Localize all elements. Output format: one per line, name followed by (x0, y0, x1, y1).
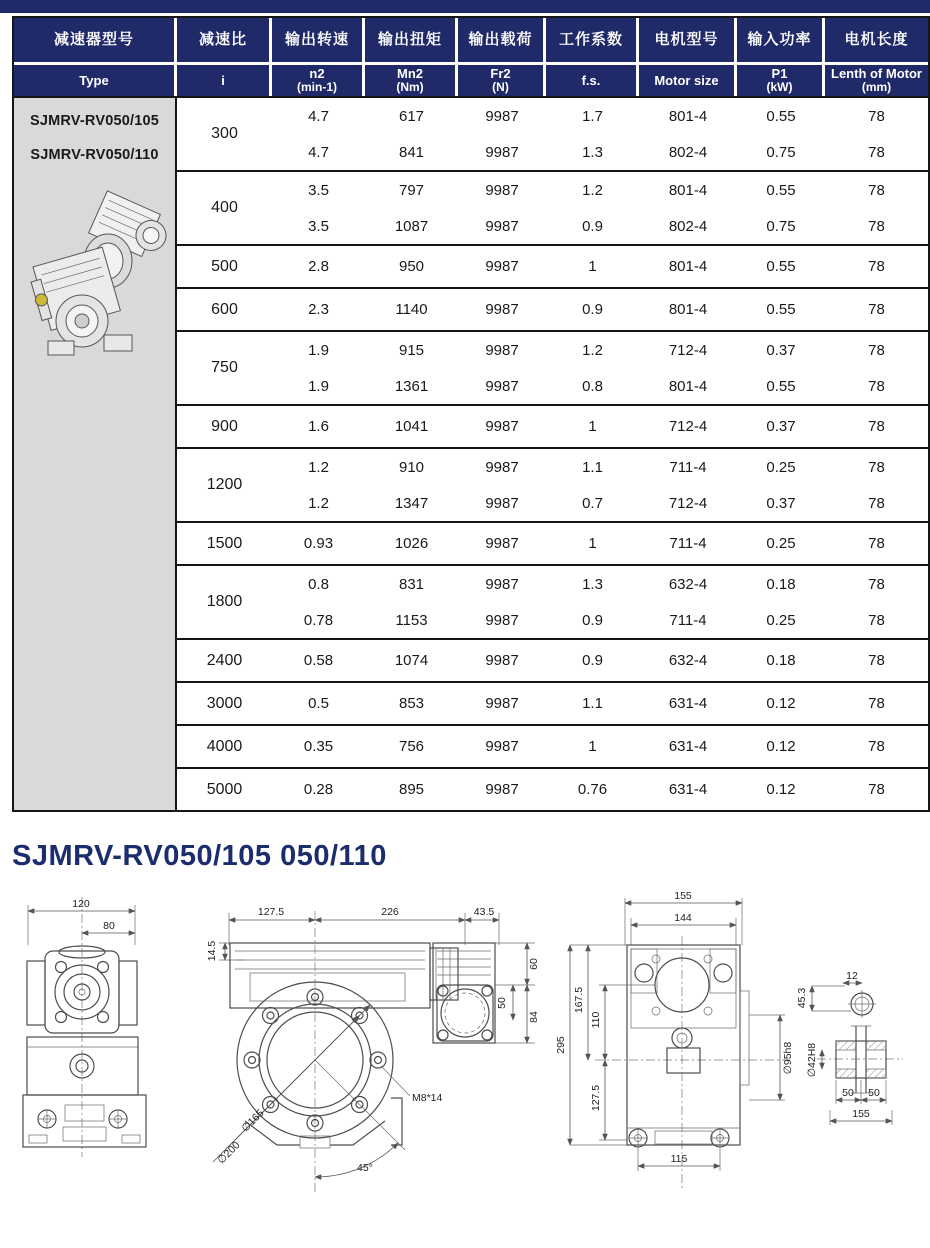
cell-p1: 0.55 (766, 181, 796, 199)
table-row (272, 246, 928, 287)
back-view-drawing (555, 888, 930, 1247)
cell-fr2: 9987 (485, 217, 519, 235)
cell-mn2: 853 (398, 695, 425, 712)
dim-label-dia200: ∅200 (215, 1139, 243, 1167)
ratio-rows (272, 683, 928, 724)
header-en-3 (365, 65, 455, 96)
cell-n2: 3.5 (308, 217, 329, 235)
header-en-1 (177, 65, 269, 96)
header-cn-4: 输出载荷 (458, 18, 543, 62)
ratio-group-4000 (177, 726, 928, 769)
cell-fr2: 9987 (485, 341, 519, 359)
cell-n2: 0.78 (303, 611, 334, 629)
ratio-group-5000 (177, 769, 928, 810)
cell-n2: 3.5 (308, 181, 329, 199)
dim-label-127-5b: 127.5 (590, 1084, 602, 1112)
dim-label-167-5: 167.5 (573, 986, 585, 1014)
table-row (272, 134, 928, 170)
cell-p1: 0.75 (766, 217, 796, 235)
ratio-rows (272, 98, 928, 170)
dim-label-84: 84 (528, 1011, 540, 1023)
cell-mn2: 1361 (394, 377, 429, 395)
cell-motor: 801-4 (668, 377, 708, 395)
cell-n2: 4.7 (308, 143, 329, 161)
cell-mn2: 1087 (394, 217, 429, 235)
dim-label-127-5: 127.5 (257, 906, 285, 918)
header-cn-5: 工作系数 (546, 18, 636, 62)
cell-fs: 1 (588, 535, 597, 552)
cell-p1: 0.25 (766, 535, 796, 552)
cell-len: 78 (868, 301, 885, 318)
header-cn-8: 电机长度 (825, 18, 928, 62)
header-en-main-1: i (221, 72, 225, 88)
cell-n2: 1.2 (308, 458, 329, 476)
cell-motor: 712-4 (668, 494, 708, 512)
ratio-group-1500 (177, 523, 928, 566)
cell-n2: 1.2 (308, 494, 329, 512)
cell-p1: 0.37 (766, 341, 796, 359)
ratio-rows (272, 566, 928, 638)
header-en-5 (546, 65, 636, 96)
header-en-sub-2: (min-1) (297, 80, 337, 95)
table-row (272, 485, 928, 521)
ratio-value: 1800 (206, 593, 243, 610)
header-en-sub-3: (Nm) (396, 80, 424, 95)
ratio-rows (272, 172, 928, 244)
table-row (272, 566, 928, 602)
cell-len: 78 (868, 217, 885, 235)
cell-p1: 0.55 (766, 107, 796, 125)
dim-label-120: 120 (72, 898, 90, 910)
cell-len: 78 (868, 535, 885, 552)
cell-n2: 0.93 (303, 535, 334, 552)
ratio-rows (272, 449, 928, 521)
cell-fr2: 9987 (485, 575, 519, 593)
ratio-rows (272, 332, 928, 404)
dim-label-dia95: ∅95h8 (782, 1041, 794, 1075)
header-cn-3: 输出扭矩 (365, 18, 455, 62)
cell-mn2: 1074 (394, 652, 429, 669)
cell-mn2: 797 (398, 181, 425, 199)
cell-motor: 801-4 (668, 107, 708, 125)
dim-label-295: 295 (555, 1036, 567, 1054)
cell-p1: 0.25 (766, 611, 796, 629)
cell-mn2: 1026 (394, 535, 429, 552)
ratio-rows (272, 246, 928, 287)
table-row (272, 726, 928, 767)
cell-fr2: 9987 (485, 301, 519, 318)
header-en-main-3: Mn2 (397, 66, 423, 82)
cell-p1: 0.75 (766, 143, 796, 161)
table-row (272, 368, 928, 404)
cell-motor: 801-4 (668, 181, 708, 199)
ratio-value: 5000 (206, 780, 243, 798)
header-en-2 (272, 65, 362, 96)
ratio-value: 1200 (206, 476, 243, 493)
dim-label-80: 80 (103, 920, 115, 932)
dim-label-60: 60 (528, 958, 540, 970)
cell-motor: 801-4 (668, 258, 708, 275)
header-en-6 (639, 65, 734, 96)
cell-len: 78 (868, 494, 885, 512)
cell-motor: 712-4 (668, 341, 708, 359)
ratio-value: 900 (211, 417, 238, 435)
cell-fr2: 9987 (485, 258, 519, 275)
ratio-value: 300 (211, 125, 238, 142)
ratio-rows (272, 640, 928, 681)
cell-mn2: 617 (398, 107, 425, 125)
model-name-2: SJMRV-RV050/110 (30, 147, 159, 163)
cell-fs: 1 (588, 258, 597, 275)
header-en-0 (14, 65, 174, 96)
spec-table (12, 16, 930, 812)
cell-p1: 0.37 (766, 494, 796, 512)
cell-fs: 0.9 (582, 217, 603, 235)
cell-len: 78 (868, 458, 885, 476)
cell-mn2: 910 (398, 458, 425, 476)
cell-p1: 0.18 (766, 575, 796, 593)
cell-fs: 0.8 (582, 377, 603, 395)
dim-label-115: 115 (670, 1153, 688, 1165)
table-row (272, 602, 928, 638)
cell-fr2: 9987 (485, 181, 519, 199)
cell-motor: 631-4 (668, 738, 708, 755)
cell-len: 78 (868, 341, 885, 359)
ratio-group-1800 (177, 566, 928, 640)
cell-fr2: 9987 (485, 781, 519, 798)
cell-mn2: 1153 (395, 611, 428, 629)
header-en-sub-7: (kW) (766, 80, 793, 95)
cell-p1: 0.55 (766, 301, 796, 318)
table-row (272, 683, 928, 724)
cell-p1: 0.12 (766, 695, 796, 712)
dimension-drawings (0, 888, 930, 1247)
cell-len: 78 (868, 652, 885, 669)
ratio-rows (272, 726, 928, 767)
table-row (272, 289, 928, 330)
dim-label-14-5: 14.5 (206, 940, 218, 962)
cell-p1: 0.37 (766, 418, 796, 435)
cell-fr2: 9987 (485, 458, 519, 476)
dim-label-12: 12 (846, 970, 858, 982)
dim-label-155b: 155 (852, 1108, 870, 1120)
cell-mn2: 950 (398, 258, 425, 275)
cell-n2: 0.28 (303, 781, 334, 798)
cell-fs: 1.2 (582, 181, 603, 199)
cell-fr2: 9987 (485, 652, 519, 669)
cell-len: 78 (868, 695, 885, 712)
ratio-value: 600 (211, 300, 238, 318)
product-image (20, 173, 170, 368)
cell-motor: 801-4 (668, 301, 708, 318)
cell-p1: 0.55 (766, 258, 796, 275)
header-en-main-0: Type (79, 72, 109, 88)
cell-fs: 1.1 (582, 458, 603, 476)
cell-fr2: 9987 (485, 377, 519, 395)
dim-label-dia42: ∅42H8 (806, 1042, 818, 1078)
cell-motor: 712-4 (668, 418, 708, 435)
cell-p1: 0.55 (766, 377, 796, 395)
cell-fs: 1.1 (582, 695, 603, 712)
header-en-4 (458, 65, 543, 96)
table-row (272, 332, 928, 368)
data-rows (177, 98, 928, 810)
ratio-value: 2400 (206, 651, 243, 669)
header-en-main-6: Motor size (654, 72, 719, 88)
model-name-1: SJMRV-RV050/105 (29, 113, 160, 129)
header-en-main-7: P1 (771, 66, 788, 82)
cell-fr2: 9987 (485, 695, 519, 712)
dim-label-155: 155 (674, 890, 692, 902)
cell-p1: 0.25 (766, 458, 796, 476)
dim-label-110: 110 (590, 1011, 602, 1029)
cell-mn2: 831 (398, 575, 425, 593)
cell-fr2: 9987 (485, 738, 519, 755)
cell-fr2: 9987 (485, 494, 519, 512)
cell-len: 78 (868, 781, 885, 798)
cell-motor: 631-4 (668, 781, 708, 798)
header-en-8 (825, 65, 928, 96)
cell-len: 78 (868, 611, 885, 629)
ratio-rows (272, 523, 928, 564)
cell-motor: 632-4 (668, 575, 708, 593)
cell-mn2: 915 (398, 341, 425, 359)
cell-len: 78 (868, 107, 885, 125)
cell-fs: 0.9 (582, 611, 603, 629)
dim-label-m8: M8*14 (412, 1092, 443, 1104)
ratio-group-900 (177, 406, 928, 449)
dim-label-45deg: 45° (357, 1162, 373, 1174)
cell-n2: 0.35 (303, 738, 334, 755)
cell-motor: 802-4 (668, 217, 708, 235)
ratio-value: 750 (211, 359, 238, 376)
header-en-main-4: Fr2 (490, 66, 511, 82)
cell-motor: 631-4 (668, 695, 708, 712)
ratio-value: 400 (211, 199, 238, 216)
dim-label-43-5: 43.5 (473, 906, 495, 918)
cell-fs: 1 (588, 738, 597, 755)
cell-n2: 1.6 (308, 418, 329, 435)
cell-len: 78 (868, 143, 885, 161)
table-row (272, 640, 928, 681)
cell-fr2: 9987 (485, 418, 519, 435)
header-cn-6: 电机型号 (639, 18, 734, 62)
table-row (272, 523, 928, 564)
header-en-main-2: n2 (309, 66, 325, 82)
ratio-group-400 (177, 172, 928, 246)
cell-mn2: 895 (398, 781, 425, 798)
cell-p1: 0.12 (766, 738, 796, 755)
header-en-main-8: Lenth of Motor (831, 66, 922, 82)
table-row (272, 406, 928, 447)
header-cn-7: 输入功率 (737, 18, 822, 62)
cell-mn2: 1347 (394, 494, 429, 512)
header-cn-1: 减速比 (177, 18, 269, 62)
cell-p1: 0.18 (766, 652, 796, 669)
table-row (272, 769, 928, 810)
cell-n2: 2.8 (308, 258, 329, 275)
cell-mn2: 756 (398, 738, 425, 755)
header-en-sub-8: (mm) (861, 80, 892, 95)
cell-len: 78 (868, 258, 885, 275)
dim-label-144: 144 (674, 912, 692, 924)
cell-p1: 0.12 (766, 781, 796, 798)
cell-fs: 1.2 (582, 341, 603, 359)
header-en-main-5: f.s. (581, 72, 601, 88)
type-column (14, 98, 177, 810)
cell-motor: 711-4 (669, 458, 707, 476)
cell-len: 78 (868, 377, 885, 395)
dim-label-50a: 50 (842, 1087, 854, 1099)
ratio-group-2400 (177, 640, 928, 683)
ratio-group-1200 (177, 449, 928, 523)
cell-mn2: 1140 (395, 301, 428, 318)
front-view-drawing (15, 895, 155, 1160)
table-row (272, 449, 928, 485)
ratio-rows (272, 406, 928, 447)
dim-label-50: 50 (496, 997, 508, 1009)
cell-fs: 0.9 (582, 652, 603, 669)
ratio-group-500 (177, 246, 928, 289)
header-en-7 (737, 65, 822, 96)
cell-len: 78 (868, 181, 885, 199)
ratio-rows (272, 289, 928, 330)
cell-fs: 1.3 (582, 575, 603, 593)
header-en-sub-4: (N) (492, 80, 509, 95)
cell-n2: 1.9 (308, 377, 329, 395)
cell-n2: 0.5 (308, 695, 329, 712)
cell-mn2: 841 (398, 143, 425, 161)
cell-fs: 1 (588, 418, 597, 435)
top-navy-band (0, 0, 930, 13)
cell-motor: 711-4 (669, 611, 707, 629)
header-cn-2: 输出转速 (272, 18, 362, 62)
ratio-group-750 (177, 332, 928, 406)
cell-fr2: 9987 (485, 611, 519, 629)
ratio-value: 500 (211, 257, 238, 275)
cell-len: 78 (868, 418, 885, 435)
cell-fs: 0.9 (582, 301, 603, 318)
cell-n2: 0.58 (303, 652, 334, 669)
header-cn-0: 减速器型号 (14, 18, 174, 62)
cell-fs: 1.3 (582, 143, 603, 161)
cell-len: 78 (868, 575, 885, 593)
table-header (12, 16, 930, 98)
cell-motor: 802-4 (668, 143, 708, 161)
dim-label-226: 226 (381, 906, 399, 918)
table-row (272, 172, 928, 208)
cell-fr2: 9987 (485, 535, 519, 552)
cell-motor: 632-4 (668, 652, 708, 669)
table-row (272, 98, 928, 134)
cell-fr2: 9987 (485, 107, 519, 125)
dim-label-50b: 50 (868, 1087, 880, 1099)
ratio-rows (272, 769, 928, 810)
cell-fr2: 9987 (485, 143, 519, 161)
ratio-group-3000 (177, 683, 928, 726)
cell-n2: 4.7 (308, 107, 329, 125)
dim-label-45-3: 45.3 (796, 987, 808, 1009)
cell-len: 78 (868, 738, 885, 755)
side-view-drawing (205, 893, 545, 1248)
section-title: SJMRV-RV050/105 050/110 (12, 840, 387, 872)
cell-n2: 1.9 (308, 341, 329, 359)
cell-fs: 1.7 (582, 107, 603, 125)
table-row (272, 208, 928, 244)
ratio-value: 4000 (206, 737, 243, 755)
ratio-group-300 (177, 98, 928, 172)
cell-fs: 0.7 (582, 494, 603, 512)
ratio-group-600 (177, 289, 928, 332)
table-body (12, 98, 930, 812)
cell-n2: 0.8 (308, 575, 329, 593)
cell-motor: 711-4 (669, 535, 707, 552)
ratio-value: 1500 (206, 534, 243, 552)
dim-label-dia165: ∅165 (239, 1107, 267, 1135)
cell-fs: 0.76 (577, 781, 608, 798)
cell-n2: 2.3 (308, 301, 329, 318)
cell-mn2: 1041 (394, 418, 429, 435)
ratio-value: 3000 (206, 694, 243, 712)
